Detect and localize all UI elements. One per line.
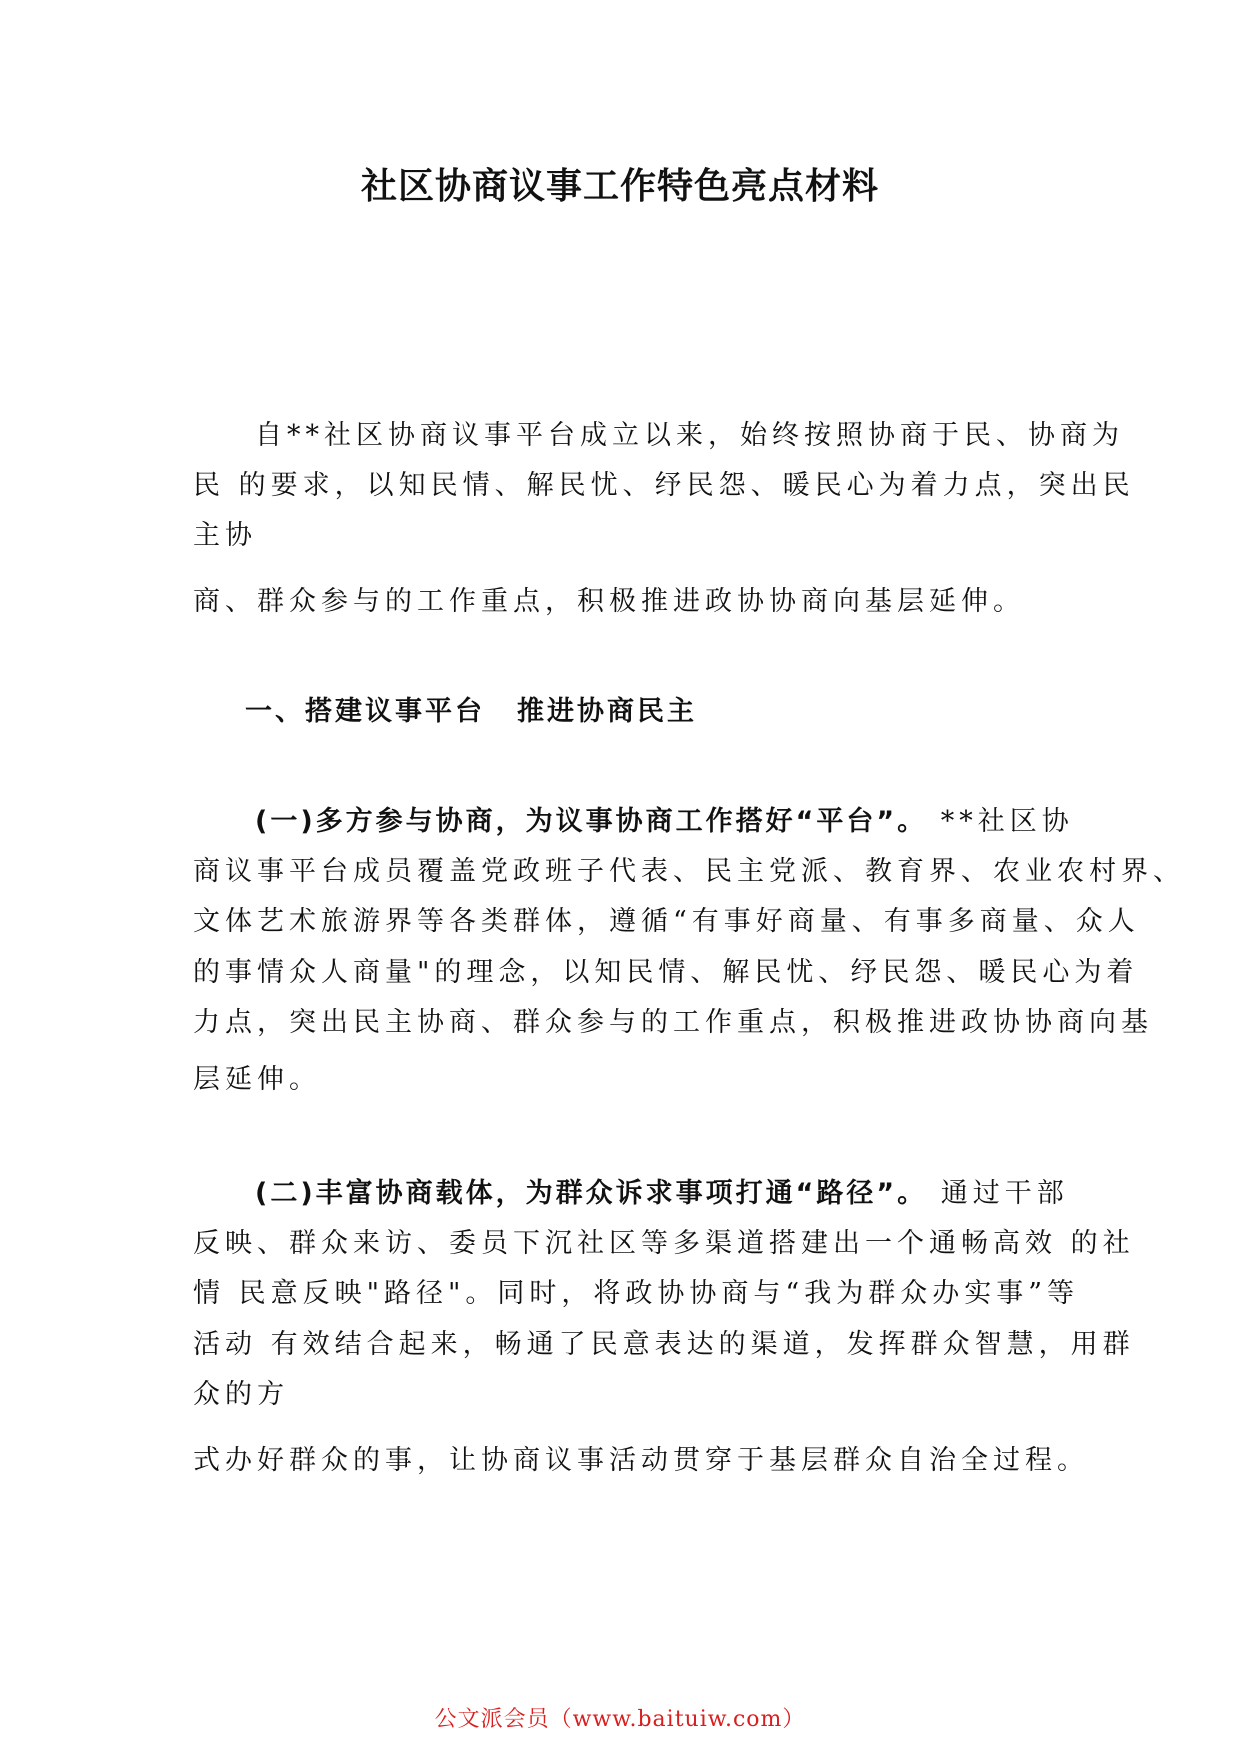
item-2-line-5: 众的方 — [193, 1379, 289, 1410]
item-1-line-5: 力点，突出民主协商、群众参与的工作重点，积极推进政协协商向基 — [193, 1007, 1153, 1038]
item-1-line-1 — [255, 804, 1074, 840]
footer-watermark: 公文派会员（www.baituiw.com） — [434, 1707, 806, 1732]
item-2-line-3: 情 民意反映"路径"。同时，将政协协商与“我为群众办实事”等 — [193, 1278, 1080, 1309]
item-2-first-line-rest: 通过干部 — [927, 1178, 1069, 1209]
intro-line-4: 商、群众参与的工作重点，积极推进政协协商向基层延伸。 — [193, 586, 1025, 617]
document-title: 社区协商议事工作特色亮点材料 — [360, 166, 879, 207]
intro-line-2: 民 的要求，以知民情、解民忧、纾民怨、暖民心为着力点，突出民 — [193, 470, 1135, 501]
item-2-line-4: 活动 有效结合起来，畅通了民意表达的渠道，发挥群众智慧，用群 — [193, 1329, 1135, 1360]
section-1-heading — [245, 694, 697, 730]
section-1-heading-part1: 一、搭建议事平台 — [245, 696, 485, 727]
intro-line-3: 主协 — [193, 520, 257, 551]
item-1-lead: (一)多方参与协商，为议事协商工作搭好“平台”。 — [255, 806, 928, 837]
item-1-first-line-rest: **社区协 — [927, 806, 1074, 837]
item-2-lead: (二)丰富协商载体，为群众诉求事项打通“路径”。 — [255, 1178, 928, 1209]
item-1-line-6: 层延伸。 — [193, 1064, 321, 1095]
item-1-line-3: 文体艺术旅游界等各类群体，遵循“有事好商量、有事多商量、众人 — [193, 906, 1140, 937]
intro-line-1: 自**社区协商议事平台成立以来，始终按照协商于民、协商为 — [255, 420, 1124, 451]
item-2-line-6: 式办好群众的事，让协商议事活动贯穿于基层群众自治全过程。 — [193, 1445, 1089, 1476]
item-2-line-2: 反映、群众来访、委员下沉社区等多渠道搭建出一个通畅高效 的社 — [193, 1228, 1135, 1259]
item-1-line-4: 的事情众人商量"的理念，以知民情、解民忧、纾民怨、暖民心为着 — [193, 957, 1139, 988]
item-1-line-2: 商议事平台成员覆盖党政班子代表、民主党派、教育界、农业农村界、 — [193, 856, 1185, 887]
item-2-line-1 — [255, 1176, 1069, 1212]
section-1-heading-part2: 推进协商民主 — [517, 696, 697, 727]
